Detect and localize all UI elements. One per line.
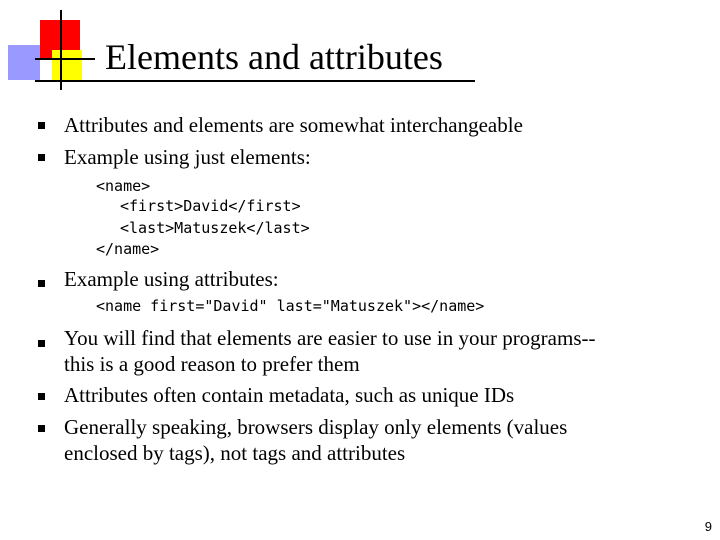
- bullet-text: this is a good reason to prefer them: [64, 352, 360, 376]
- bullet-marker: [38, 154, 45, 161]
- code-line: <name first="David" last="Matuszek"></name>: [96, 297, 485, 315]
- bullet-text: Generally speaking, browsers display only elements (values: [64, 415, 568, 439]
- logo-horizontal-line: [35, 58, 95, 60]
- bullet-text: Example using just elements:: [64, 145, 311, 169]
- bullet-marker: [38, 280, 45, 287]
- bullet-text: enclosed by tags), not tags and attributes: [64, 441, 406, 465]
- logo-yellow-square: [52, 50, 82, 80]
- bullet-text: Attributes and elements are somewhat interchangeable: [64, 113, 523, 137]
- code-line: </name>: [96, 240, 160, 258]
- slide-title: Elements and attributes: [105, 37, 443, 77]
- bullet-marker: [38, 393, 45, 400]
- code-line: <first>David</first>: [120, 197, 301, 215]
- bullet-marker: [38, 122, 45, 129]
- bullet-text: Attributes often contain metadata, such as unique IDs: [64, 383, 515, 407]
- bullet-marker: [38, 425, 45, 432]
- code-line: <name>: [96, 177, 151, 195]
- logo-vertical-line: [60, 10, 62, 90]
- page-number: 9: [704, 519, 712, 534]
- code-line: <last>Matuszek</last>: [120, 219, 310, 237]
- slide-logo: [0, 0, 90, 90]
- bullet-text: You will find that elements are easier to use in your programs--: [64, 326, 596, 350]
- bullet-marker: [38, 340, 45, 347]
- title-underline: [35, 80, 475, 82]
- bullet-text: Example using attributes:: [64, 267, 279, 291]
- logo-blue-square: [8, 45, 40, 80]
